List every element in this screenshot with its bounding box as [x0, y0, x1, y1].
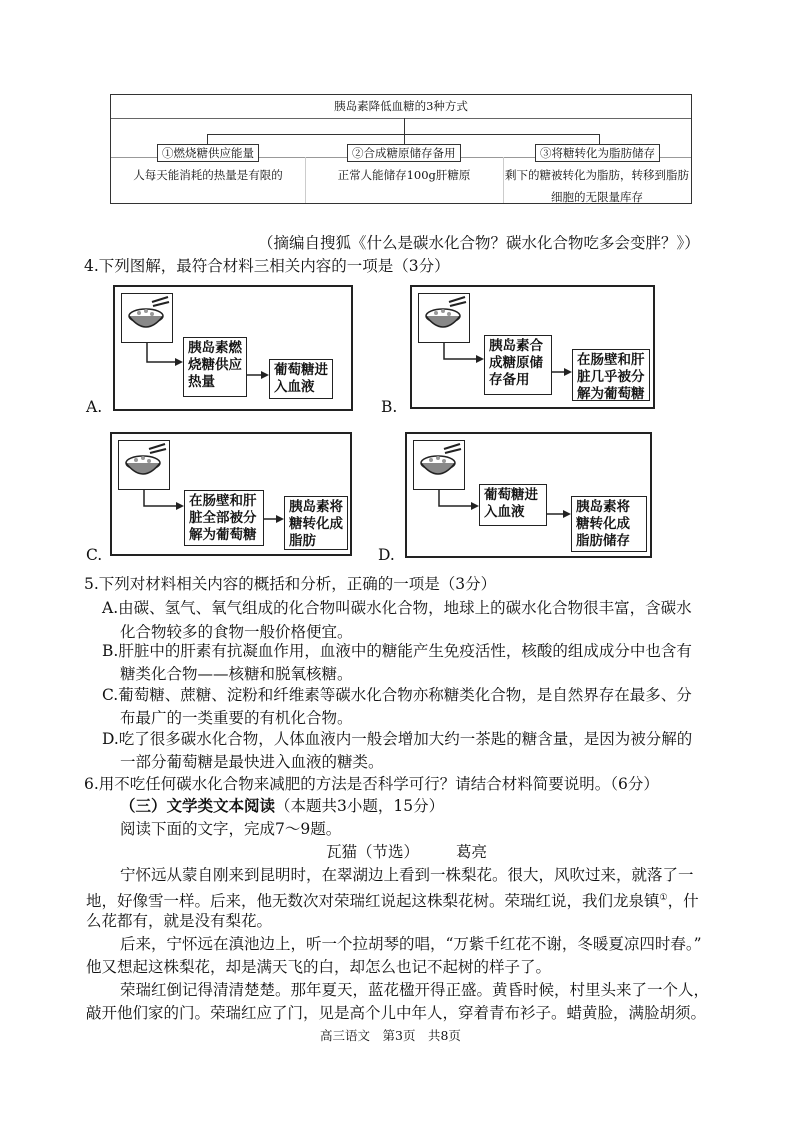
section-heading-title: （三）文学类文本阅读: [120, 796, 276, 815]
flow-step: 葡萄糖进入血液: [269, 359, 333, 399]
q5-option-b-cont: 糖类化合物——核糖和脱氧核糖。: [120, 665, 353, 683]
option-letter: A.: [86, 398, 103, 416]
passage-line: 宁怀远从蒙自刚来到昆明时，在翠湖边上看到一株梨花。很大，风吹过来，就落了一: [120, 866, 694, 884]
passage-line-text: 地，好像雪一样。后来，他无数次对荣瑞红说起这株梨花树。荣瑞红说，我们龙泉镇: [86, 892, 660, 911]
passage-line: 后来，宁怀远在滇池边上，听一个拉胡琴的唱，“万紫千红花不谢，冬暖夏凉四时春。”: [120, 935, 702, 953]
tree-stem: [404, 118, 405, 134]
passage-line: 敲开他们家的门。荣瑞红应了门，见是高个儿中年人，穿着青布衫子。蜡黄脸，满脸胡须。: [86, 1004, 707, 1022]
option-letter: D.: [378, 546, 395, 564]
column-separator: [503, 157, 504, 203]
passage-line: 他又想起这株梨花，却是满天飞的白，却怎么也记不起树的样子了。: [86, 958, 552, 976]
category-label: ②合成糖原储存备用: [347, 144, 461, 162]
section-heading-note: （本题共3小题，15分）: [275, 797, 445, 815]
flow-step: 胰岛素将糖转化成脂肪储存: [571, 496, 647, 552]
reading-instruction: 阅读下面的文字，完成7～9题。: [120, 820, 342, 838]
flow-step: 在肠壁和肝脏全部被分解为葡萄糖: [184, 490, 264, 546]
flow-step: 葡萄糖进入血液: [479, 484, 547, 526]
tree-leg-2: [404, 134, 405, 144]
category-desc: 人每天能消耗的热量是有限的: [133, 168, 283, 182]
flow-step: 在肠壁和肝脏几乎被分解为葡萄糖: [572, 349, 650, 401]
passage-line: 荣瑞红倒记得清清楚楚。那年夏天，蓝花楹开得正盛。黄昏时候，村里头来了一个人，: [120, 981, 710, 999]
section-heading: [120, 796, 444, 816]
question-5-stem: 5.下列对材料相关内容的概括和分析，正确的一项是（3分）: [84, 575, 497, 593]
tree-leg-3: [599, 134, 600, 144]
flow-step: 胰岛素将糖转化成脂肪: [284, 496, 348, 550]
passage-title: 瓦猫（节选）: [326, 843, 420, 861]
passage-author: 葛亮: [456, 843, 488, 861]
q5-option-d-cont: 一部分葡萄糖是最快进入血液的糖类。: [120, 753, 384, 771]
option-a-diagram[interactable]: [113, 285, 353, 411]
category-label: ③将糖转化为脂肪储存: [535, 144, 660, 162]
flow-step: 胰岛素燃烧糖供应热量: [183, 337, 247, 397]
tree-leg-1: [207, 134, 208, 144]
option-letter: C.: [86, 546, 103, 564]
option-d-diagram[interactable]: [405, 432, 652, 558]
option-c-diagram[interactable]: [110, 432, 352, 556]
q5-option-a: A.由碳、氢气、氧气组成的化合物叫碳水化合物，地球上的碳水化合物很丰富，含碳水: [102, 599, 692, 617]
category-desc: 正常人能储存100g肝糖原: [337, 168, 471, 182]
q5-option-a-cont: 化合物较多的食物一般价格便宜。: [120, 623, 353, 641]
option-letter: B.: [381, 398, 398, 416]
source-citation: （摘编自搜狐《什么是碳水化合物？碳水化合物吃多会变胖？》）: [258, 234, 700, 252]
q5-option-b: B.肝脏中的肝素有抗凝血作用，血液中的糖能产生免疫活性，核酸的组成成分中也含有: [102, 642, 692, 660]
table-title: 胰岛素降低血糖的3种方式: [111, 95, 691, 119]
passage-line: [86, 888, 699, 911]
insulin-table: [110, 94, 692, 204]
question-6-stem: 6.用不吃任何碳水化合物来减肥的方法是否科学可行？请结合材料简要说明。（6分）: [84, 775, 659, 793]
category-desc: 剩下的糖被转化为脂肪，转移到脂肪细胞的无限量库存: [505, 168, 689, 204]
q5-option-d: D.吃了很多碳水化合物，人体血液内一般会增加大约一茶匙的糖含量，是因为被分解的: [102, 730, 693, 748]
passage-line: 么花都有，就是没有梨花。: [86, 912, 273, 930]
footnote-marker: ①: [659, 893, 668, 903]
column-separator: [305, 157, 306, 203]
q5-option-c-cont: 布最广的一类重要的有机化合物。: [120, 709, 353, 727]
q5-option-c: C.葡萄糖、蔗糖、淀粉和纤维素等碳水化合物亦称糖类化合物，是自然界存在最多、分: [102, 686, 692, 704]
option-b-diagram[interactable]: [410, 285, 655, 409]
category-label: ①燃烧糖供应能量: [157, 144, 259, 162]
flow-step: 胰岛素合成糖原储存备用: [484, 335, 552, 395]
tree-branch: [207, 134, 599, 135]
question-4-stem: 4.下列图解，最符合材料三相关内容的一项是（3分）: [84, 257, 450, 275]
passage-line-text: ，什: [667, 892, 699, 911]
page-footer: 高三语文 第3页 共8页: [320, 1028, 461, 1043]
